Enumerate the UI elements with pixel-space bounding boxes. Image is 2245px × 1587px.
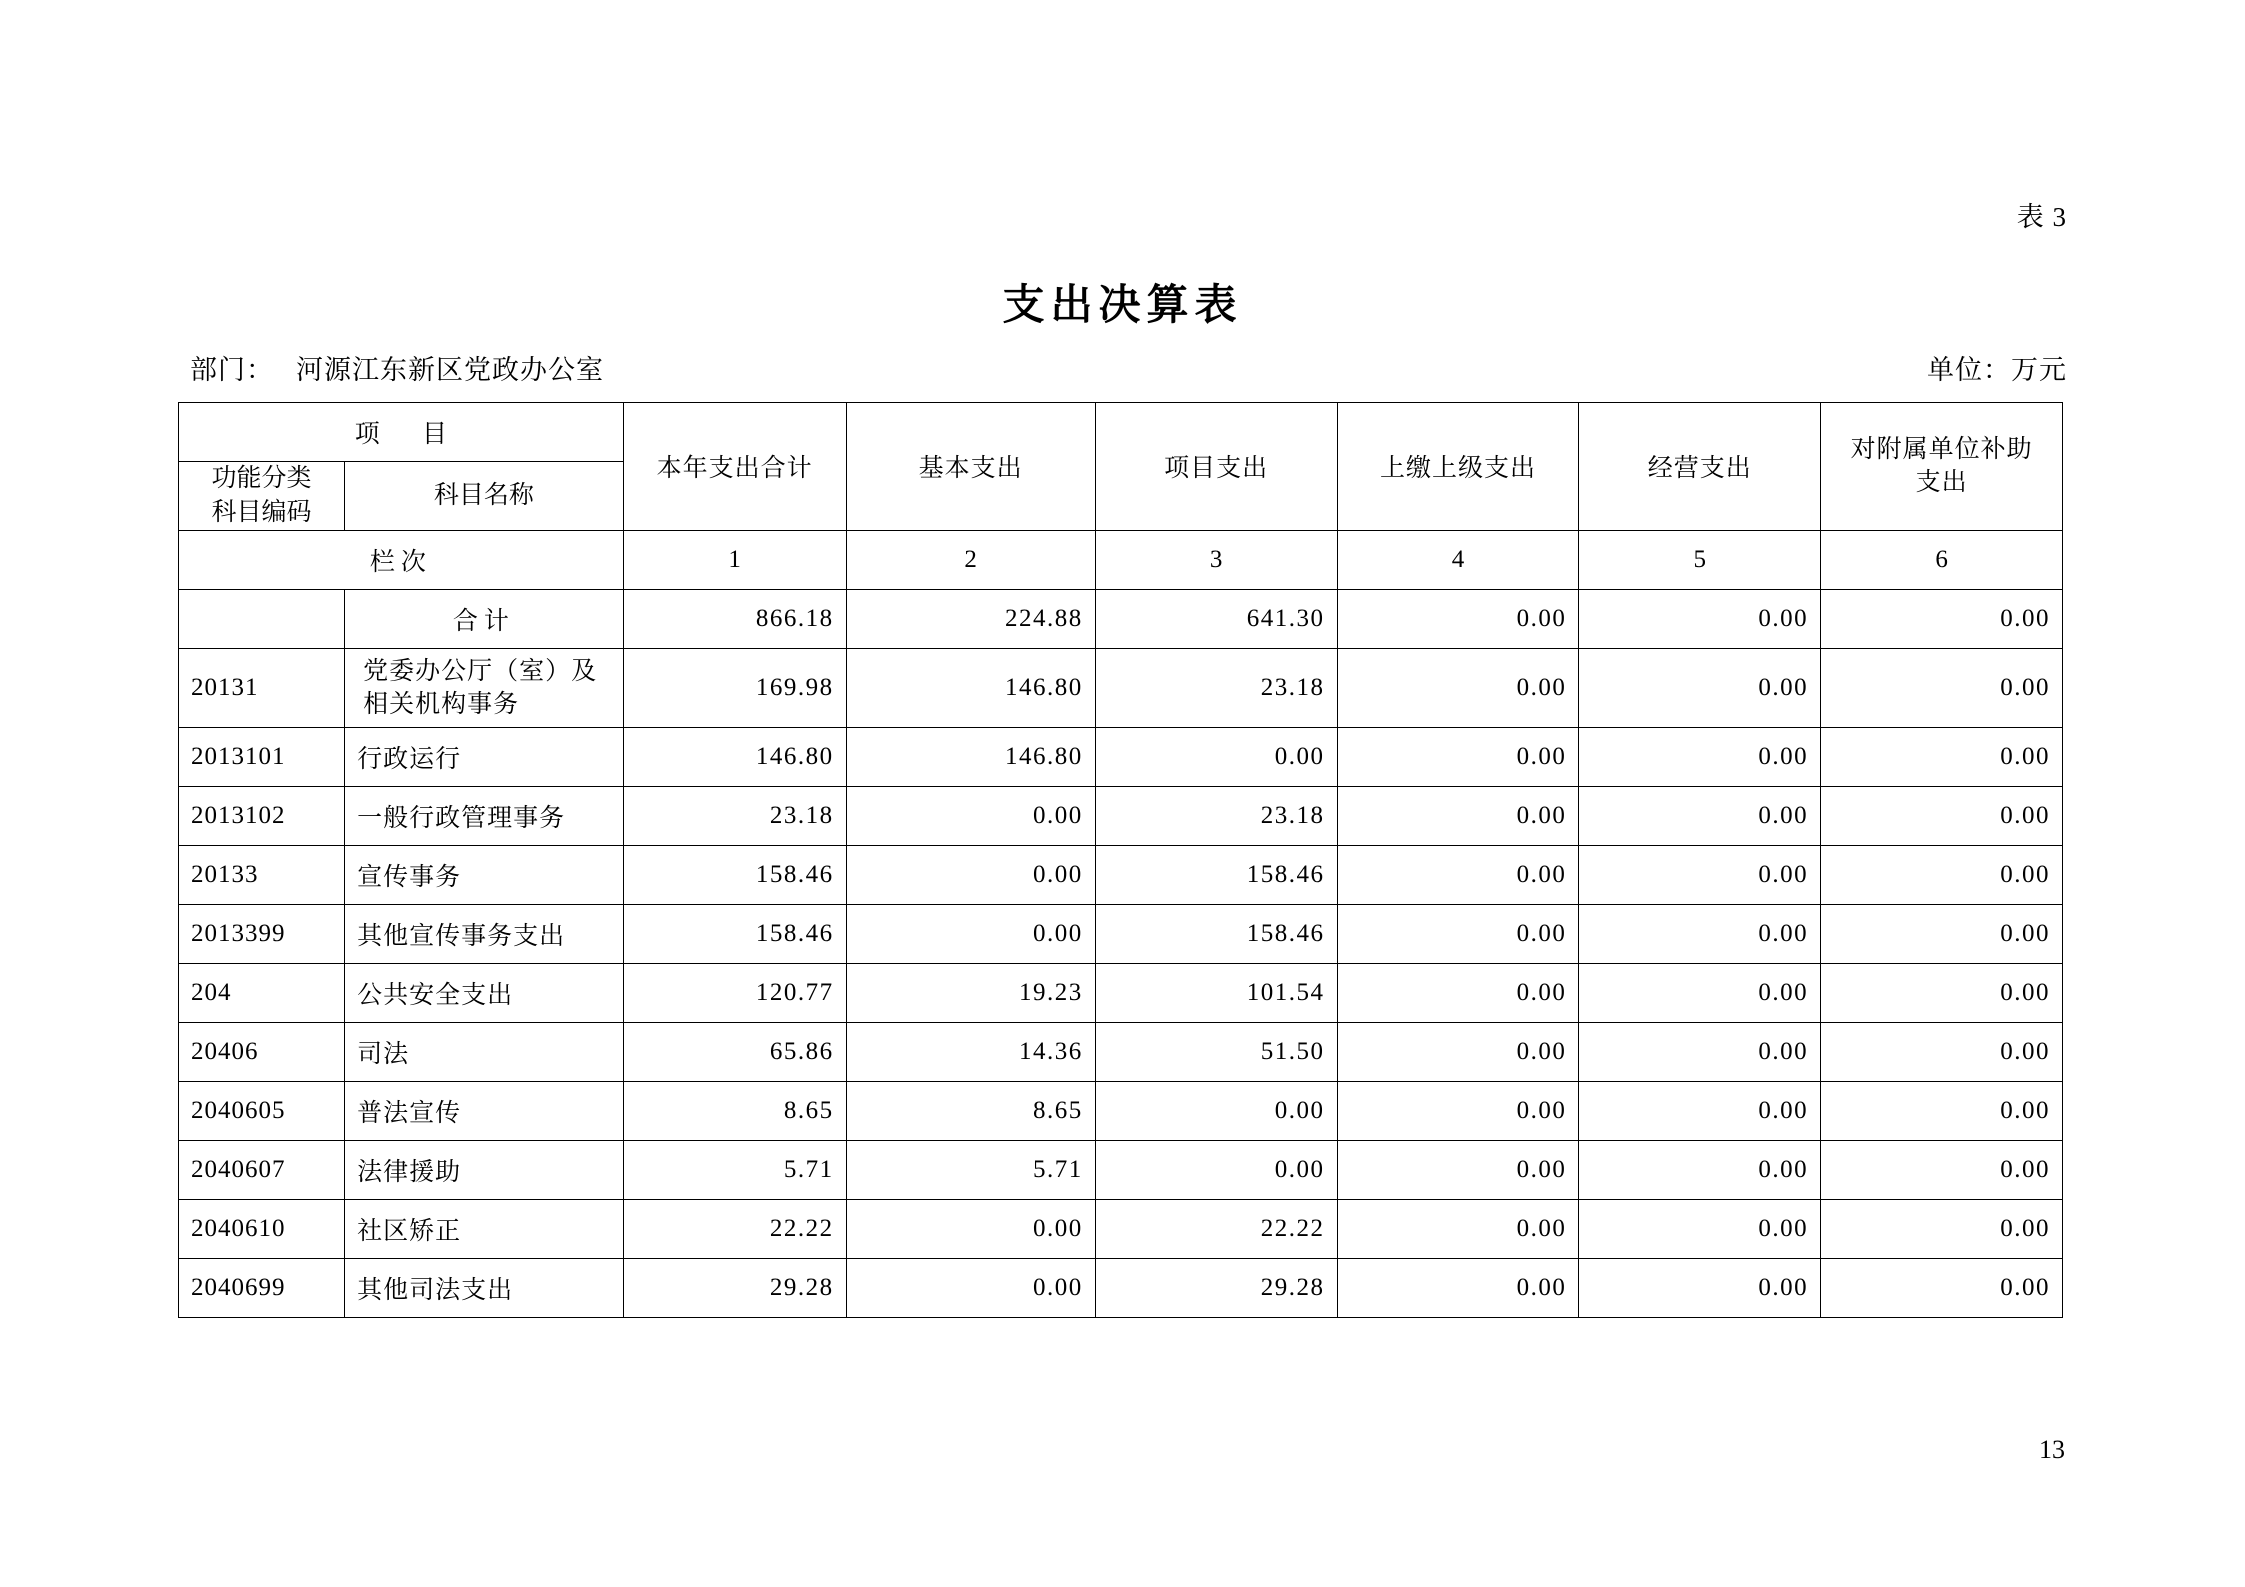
row-value-6: 0.00 (1821, 904, 2063, 963)
row-value-5: 0.00 (1579, 727, 1821, 786)
department-line (190, 348, 604, 387)
row-value-3: 0.00 (1095, 727, 1337, 786)
row-name: 行政运行 (345, 727, 624, 786)
row-code: 204 (179, 963, 345, 1022)
row-value-2: 14.36 (846, 1022, 1095, 1081)
row-name: 法律援助 (345, 1140, 624, 1199)
row-name: 宣传事务 (345, 845, 624, 904)
row-name: 其他宣传事务支出 (345, 904, 624, 963)
table-row (179, 648, 2063, 727)
header-lanci-3: 3 (1095, 530, 1337, 589)
row-value-4: 0.00 (1337, 963, 1579, 1022)
row-code: 20131 (179, 648, 345, 727)
row-value-2: 0.00 (846, 904, 1095, 963)
total-row-code (179, 589, 345, 648)
row-value-3: 51.50 (1095, 1022, 1337, 1081)
row-value-1: 158.46 (623, 904, 846, 963)
total-row-value-6: 0.00 (1821, 589, 2063, 648)
header-col-subsidy (1821, 403, 2063, 531)
expenditure-table (178, 402, 2063, 1318)
header-col-function-code-line1: 功能分类 (211, 465, 312, 492)
row-value-1: 146.80 (623, 727, 846, 786)
row-value-4: 0.00 (1337, 1199, 1579, 1258)
row-code: 2040605 (179, 1081, 345, 1140)
row-value-5: 0.00 (1579, 1199, 1821, 1258)
unit-note: 单位：万元 (1927, 355, 2067, 385)
row-value-6: 0.00 (1821, 1199, 2063, 1258)
row-value-3: 22.22 (1095, 1199, 1337, 1258)
total-row-value-4: 0.00 (1337, 589, 1579, 648)
row-value-5: 0.00 (1579, 786, 1821, 845)
row-value-6: 0.00 (1821, 1140, 2063, 1199)
row-value-3: 158.46 (1095, 904, 1337, 963)
row-value-5: 0.00 (1579, 1022, 1821, 1081)
row-value-3: 29.28 (1095, 1258, 1337, 1317)
row-value-2: 0.00 (846, 786, 1095, 845)
row-value-3: 23.18 (1095, 648, 1337, 727)
header-col-project: 项目支出 (1095, 403, 1337, 531)
total-row-value-3: 641.30 (1095, 589, 1337, 648)
header-col-subject-name: 科目名称 (345, 462, 624, 531)
department-label: 部门： (190, 355, 274, 385)
row-value-3: 0.00 (1095, 1081, 1337, 1140)
total-row-value-5: 0.00 (1579, 589, 1821, 648)
row-value-6: 0.00 (1821, 1258, 2063, 1317)
header-col-subsidy-line1: 对附属单位补助 (1850, 435, 2033, 463)
table-row (179, 963, 2063, 1022)
row-value-4: 0.00 (1337, 904, 1579, 963)
row-value-5: 0.00 (1579, 845, 1821, 904)
table-row (179, 1081, 2063, 1140)
row-value-4: 0.00 (1337, 727, 1579, 786)
header-item-group: 项 目 (179, 403, 624, 462)
header-col-subsidy-line2: 支出 (1915, 469, 1968, 497)
row-name-line2: 相关机构事务 (363, 690, 520, 718)
table-row-total (179, 589, 2063, 648)
table-label: 表 3 (2016, 202, 2067, 232)
header-lanci-label: 栏次 (179, 530, 624, 589)
row-value-1: 120.77 (623, 963, 846, 1022)
row-value-6: 0.00 (1821, 727, 2063, 786)
row-value-2: 19.23 (846, 963, 1095, 1022)
row-value-6: 0.00 (1821, 1022, 2063, 1081)
header-lanci-4: 4 (1337, 530, 1579, 589)
row-value-2: 146.80 (846, 727, 1095, 786)
row-value-1: 29.28 (623, 1258, 846, 1317)
row-value-6: 0.00 (1821, 1081, 2063, 1140)
header-lanci-6: 6 (1821, 530, 2063, 589)
row-value-5: 0.00 (1579, 1081, 1821, 1140)
row-name-line1: 党委办公厅（室）及 (363, 657, 598, 685)
total-row-value-2: 224.88 (846, 589, 1095, 648)
row-value-3: 0.00 (1095, 1140, 1337, 1199)
page-title: 支出决算表 (1002, 280, 1243, 329)
row-value-4: 0.00 (1337, 845, 1579, 904)
table-row (179, 904, 2063, 963)
header-col-function-code (179, 462, 345, 531)
row-name: 公共安全支出 (345, 963, 624, 1022)
header-col-remit-upper: 上缴上级支出 (1337, 403, 1579, 531)
row-value-5: 0.00 (1579, 648, 1821, 727)
row-value-6: 0.00 (1821, 963, 2063, 1022)
table-row (179, 1140, 2063, 1199)
row-code: 2013101 (179, 727, 345, 786)
row-value-2: 5.71 (846, 1140, 1095, 1199)
row-value-6: 0.00 (1821, 786, 2063, 845)
row-value-4: 0.00 (1337, 648, 1579, 727)
row-value-1: 8.65 (623, 1081, 846, 1140)
table-row (179, 1258, 2063, 1317)
row-value-2: 0.00 (846, 1199, 1095, 1258)
row-name: 普法宣传 (345, 1081, 624, 1140)
row-value-5: 0.00 (1579, 1140, 1821, 1199)
row-value-2: 8.65 (846, 1081, 1095, 1140)
row-code: 2013102 (179, 786, 345, 845)
row-value-4: 0.00 (1337, 1258, 1579, 1317)
row-name (345, 648, 624, 727)
table-row (179, 727, 2063, 786)
table-header-row-lanci (179, 530, 2063, 589)
row-value-1: 65.86 (623, 1022, 846, 1081)
row-value-4: 0.00 (1337, 1022, 1579, 1081)
row-value-1: 5.71 (623, 1140, 846, 1199)
row-value-4: 0.00 (1337, 1081, 1579, 1140)
row-value-2: 0.00 (846, 1258, 1095, 1317)
header-col-basic: 基本支出 (846, 403, 1095, 531)
row-code: 2040610 (179, 1199, 345, 1258)
table-row (179, 786, 2063, 845)
header-col-function-code-line2: 科目编码 (211, 498, 312, 526)
row-value-1: 23.18 (623, 786, 846, 845)
row-name: 一般行政管理事务 (345, 786, 624, 845)
header-lanci-2: 2 (846, 530, 1095, 589)
header-col-total: 本年支出合计 (623, 403, 846, 531)
row-code: 2040699 (179, 1258, 345, 1317)
header-col-operating: 经营支出 (1579, 403, 1821, 531)
row-value-4: 0.00 (1337, 1140, 1579, 1199)
page-number: 13 (2039, 1435, 2065, 1464)
row-value-5: 0.00 (1579, 904, 1821, 963)
row-value-3: 101.54 (1095, 963, 1337, 1022)
row-name: 其他司法支出 (345, 1258, 624, 1317)
department-name: 河源江东新区党政办公室 (296, 355, 604, 385)
row-value-2: 146.80 (846, 648, 1095, 727)
header-lanci-5: 5 (1579, 530, 1821, 589)
row-value-6: 0.00 (1821, 845, 2063, 904)
row-value-2: 0.00 (846, 845, 1095, 904)
row-value-1: 169.98 (623, 648, 846, 727)
row-value-4: 0.00 (1337, 786, 1579, 845)
row-code: 20133 (179, 845, 345, 904)
row-value-5: 0.00 (1579, 963, 1821, 1022)
row-code: 2013399 (179, 904, 345, 963)
row-name: 司法 (345, 1022, 624, 1081)
row-value-3: 158.46 (1095, 845, 1337, 904)
row-value-5: 0.00 (1579, 1258, 1821, 1317)
row-value-1: 22.22 (623, 1199, 846, 1258)
table-row (179, 1199, 2063, 1258)
row-code: 2040607 (179, 1140, 345, 1199)
row-value-1: 158.46 (623, 845, 846, 904)
total-row-value-1: 866.18 (623, 589, 846, 648)
table-row (179, 1022, 2063, 1081)
row-value-6: 0.00 (1821, 648, 2063, 727)
table-row (179, 845, 2063, 904)
row-code: 20406 (179, 1022, 345, 1081)
header-lanci-1: 1 (623, 530, 846, 589)
row-value-3: 23.18 (1095, 786, 1337, 845)
table-header-row-1 (179, 403, 2063, 462)
total-row-label: 合计 (345, 589, 624, 648)
row-name: 社区矫正 (345, 1199, 624, 1258)
